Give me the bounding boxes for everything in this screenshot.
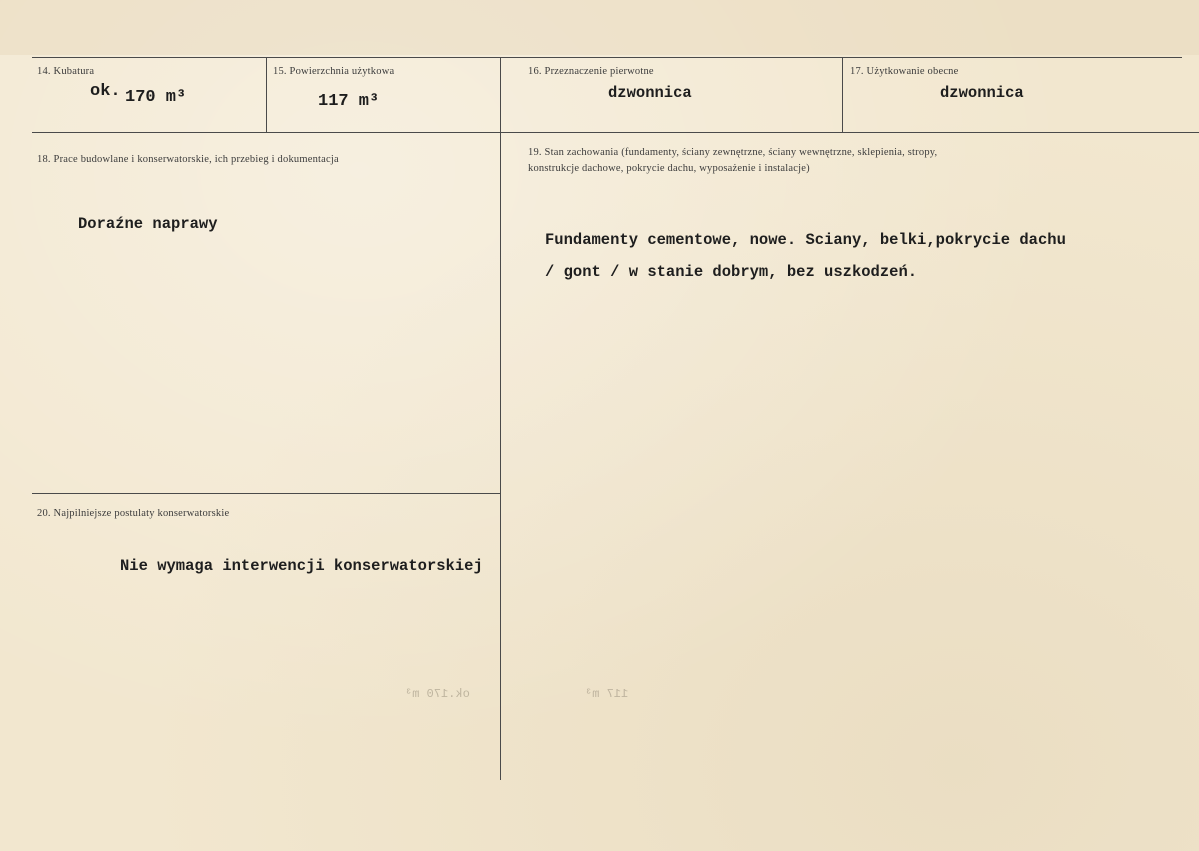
divider-16-17 [842, 57, 843, 132]
field-16-value: dzwonnica [608, 84, 692, 102]
field-15-label: 15. Powierzchnia użytkowa [273, 66, 395, 77]
field-18-value: Doraźne naprawy [78, 215, 218, 233]
field-16-label: 16. Przeznaczenie pierwotne [528, 66, 654, 77]
field-19-label-line1: 19. Stan zachowania (fundamenty, ściany zewnętrzne, ściany wewnętrzne, sklepienia, stropy, [528, 147, 938, 158]
card-top-band [0, 0, 1199, 55]
field-19-label-line2: konstrukcje dachowe, pokrycie dachu, wyposażenie i instalacje) [528, 163, 810, 174]
field-14-label: 14. Kubatura [37, 66, 95, 77]
field-18-label: 18. Prace budowlane i konserwatorskie, ich przebieg i dokumentacja [37, 154, 339, 165]
row1-bottom-rule [32, 132, 1199, 133]
section-20-rule [32, 493, 500, 494]
field-20-label: 20. Najpilniejsze postulaty konserwatorskie [37, 508, 230, 519]
show-through-text-left: ok.170 m³ [405, 687, 470, 701]
divider-14-15 [266, 57, 267, 132]
field-17-value: dzwonnica [940, 84, 1024, 102]
show-through-text-right: 117 m³ [585, 687, 629, 701]
field-20-value: Nie wymaga interwencji konserwatorskiej [120, 557, 483, 575]
field-19-value-line2: / gont / w stanie dobrym, bez uszkodzeń. [545, 263, 918, 281]
field-17-label: 17. Użytkowanie obecne [850, 66, 959, 77]
field-15-value: 117 m³ [318, 92, 380, 111]
field-19-value-line1: Fundamenty cementowe, nowe. Sciany, belki,pokrycie dachu [545, 231, 1066, 249]
field-14-prefix: ok. [90, 82, 121, 101]
divider-15-16 [500, 57, 501, 780]
top-rule [32, 57, 1182, 58]
field-14-value: 170 m³ [125, 88, 187, 107]
